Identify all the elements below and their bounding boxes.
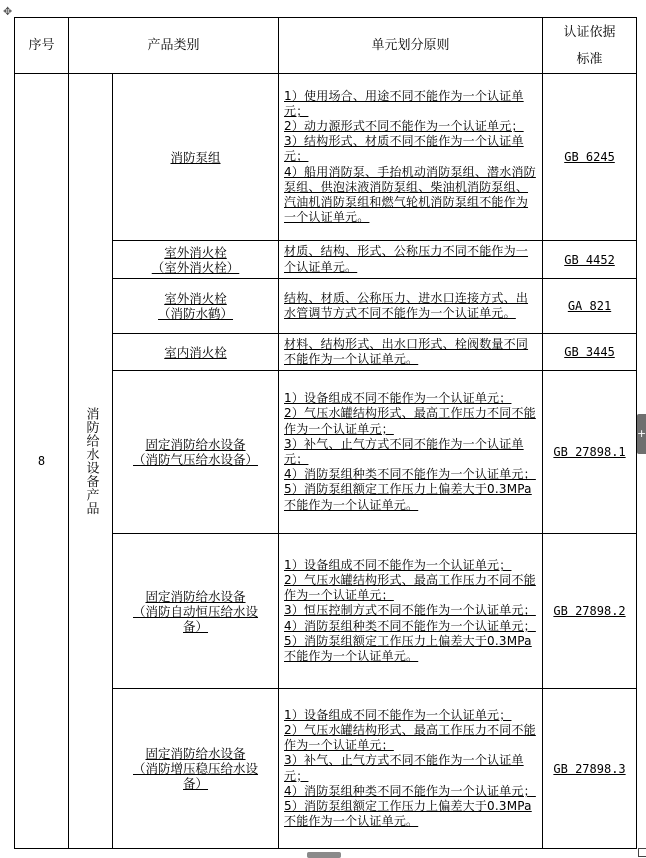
- standard-cell: GB 3445: [543, 334, 637, 371]
- category-line: 备）: [183, 618, 209, 634]
- rule-cell: [279, 334, 543, 371]
- standard-cell: GB 27898.1: [543, 371, 637, 534]
- rule-item: 1）设备组成不同不能作为一个认证单元；: [284, 557, 512, 572]
- side-expand-button[interactable]: +: [637, 414, 646, 454]
- table-row: [15, 74, 637, 241]
- seq-cell: 8: [15, 74, 69, 849]
- category-cell: [113, 241, 279, 279]
- category-line: （消防自动恒压给水设: [133, 603, 259, 619]
- table-move-handle-icon[interactable]: ✥: [3, 5, 13, 18]
- rule-item: 1）设备组成不同不能作为一个认证单元；: [284, 707, 512, 722]
- rule-item: 4）船用消防泵、手抬机动消防泵组、潜水消防泵组、供泡沫液消防泵组、柴油机消防泵组、汽油机消防泵组和燃气轮机消防泵组不能作为一个认证单元。: [284, 164, 536, 225]
- standard-cell: GB 27898.2: [543, 534, 637, 689]
- rule-item: 结构、材质、公称压力、进水口连接方式、出水管调节方式不同不能作为一个认证单元。: [284, 290, 529, 320]
- category-line: 室外消火栓: [164, 244, 227, 260]
- rule-item: 材质、结构、形式、公称压力不同不能作为一个认证单元。: [284, 244, 529, 274]
- rule-item: 4）消防泵组种类不同不能作为一个认证单元；: [284, 783, 536, 798]
- standard-cell: GB 6245: [543, 74, 637, 241]
- category-line: 固定消防给水设备: [145, 437, 246, 452]
- category-cell: [113, 279, 279, 334]
- rule-item: 4）消防泵组种类不同不能作为一个认证单元；: [284, 467, 536, 482]
- header-basis-line2: 标准: [576, 51, 603, 67]
- rule-item: 5）消防泵组额定工作压力上偏差大于0.3MPa不能作为一个认证单元。: [284, 482, 532, 512]
- category-line: （消防气压给水设备）: [133, 452, 259, 467]
- group-name: 消防给水设备产品: [83, 407, 99, 515]
- category-cell: [113, 334, 279, 371]
- rule-item: 3）补气、止气方式不同不能作为一个认证单元；: [284, 436, 524, 466]
- category-line: 备）: [183, 776, 209, 791]
- category-line: 消防泵组: [170, 149, 221, 165]
- group-cell: [69, 74, 113, 849]
- header-seq: 序号: [15, 18, 69, 74]
- rule-item: 3）结构形式、材质不同不能作为一个认证单元；: [284, 134, 524, 164]
- category-line: （室外消火栓）: [151, 259, 240, 275]
- category-cell: [113, 534, 279, 689]
- rule-cell: [279, 689, 543, 849]
- rule-item: 5）消防泵组额定工作压力上偏差大于0.3MPa不能作为一个认证单元。: [284, 798, 532, 829]
- header-basis: [543, 18, 637, 74]
- rule-item: 材料、结构形式、出水口形式、栓阀数量不同不能作为一个认证单元。: [284, 336, 529, 366]
- category-cell: [113, 689, 279, 849]
- rule-item: 2）动力源形式不同不能作为一个认证单元；: [284, 118, 524, 133]
- rule-item: 5）消防泵组额定工作压力上偏差大于0.3MPa不能作为一个认证单元。: [284, 633, 532, 663]
- rule-cell: [279, 279, 543, 334]
- header-basis-line1: 认证依据: [563, 24, 616, 40]
- category-cell: [113, 371, 279, 534]
- category-line: 固定消防给水设备: [145, 746, 246, 761]
- category-line: 室内消火栓: [164, 344, 227, 360]
- rule-item: 3）恒压控制方式不同不能作为一个认证单元；: [284, 603, 536, 618]
- standard-cell: GA 821: [543, 279, 637, 334]
- header-category: 产品类别: [69, 18, 279, 74]
- page-bottom-marker: [307, 852, 341, 858]
- rule-cell: [279, 371, 543, 534]
- header-unit-principle: 单元划分原则: [279, 18, 543, 74]
- rule-item: 1）设备组成不同不能作为一个认证单元；: [284, 391, 512, 406]
- rule-item: 1）使用场合、用途不同不能作为一个认证单元；: [284, 88, 524, 118]
- rule-cell: [279, 74, 543, 241]
- standard-cell: GB 27898.3: [543, 689, 637, 849]
- table-resize-handle[interactable]: [638, 848, 646, 857]
- standard-cell: GB 4452: [543, 241, 637, 279]
- rule-cell: [279, 241, 543, 279]
- category-line: （消防增压稳压给水设: [133, 761, 259, 776]
- rule-item: 4）消防泵组种类不同不能作为一个认证单元；: [284, 618, 536, 633]
- category-line: （消防水鹤）: [158, 306, 234, 321]
- rule-item: 2）气压水罐结构形式、最高工作压力不同不能作为一个认证单元；: [284, 722, 536, 753]
- table-header-row: [15, 18, 637, 74]
- rule-item: 2）气压水罐结构形式、最高工作压力不同不能作为一个认证单元；: [284, 406, 536, 436]
- category-cell: [113, 74, 279, 241]
- category-line: 固定消防给水设备: [145, 588, 246, 604]
- category-line: 室外消火栓: [164, 291, 227, 306]
- rule-item: 3）补气、止气方式不同不能作为一个认证单元；: [284, 753, 524, 783]
- rule-item: 2）气压水罐结构形式、最高工作压力不同不能作为一个认证单元；: [284, 572, 536, 603]
- certification-unit-table: [14, 17, 637, 849]
- rule-cell: [279, 534, 543, 689]
